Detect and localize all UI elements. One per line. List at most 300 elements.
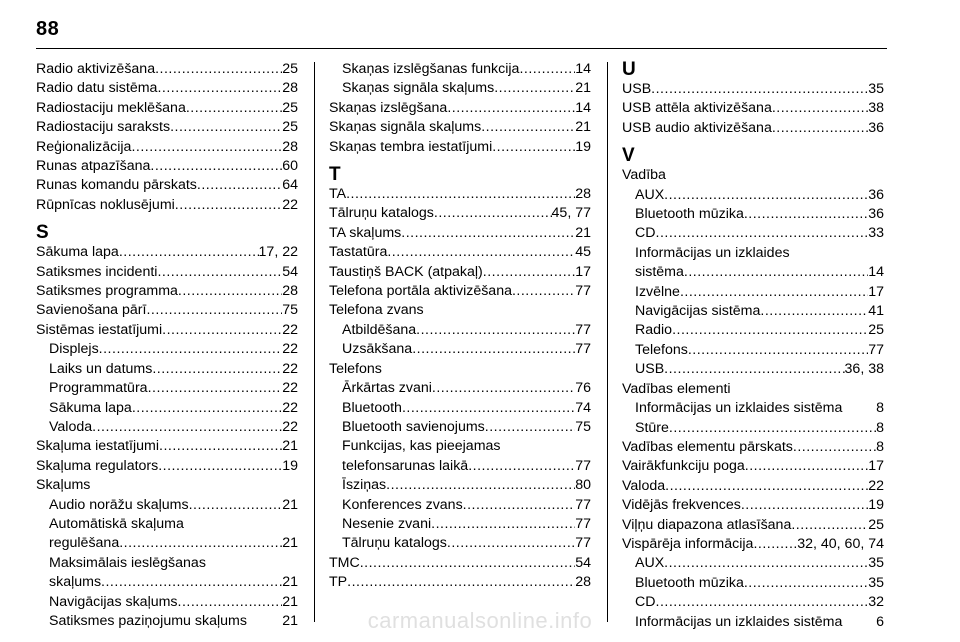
dot-leader bbox=[92, 418, 282, 437]
entry-page-ref: 36 bbox=[868, 206, 884, 223]
entry-term: Bluetooth savienojums bbox=[342, 418, 485, 435]
dot-leader bbox=[434, 204, 552, 223]
dot-leader bbox=[386, 476, 575, 495]
entry-term: AUX bbox=[635, 555, 665, 572]
index-entry bbox=[36, 243, 298, 262]
entry-term: Radiostaciju saraksts bbox=[36, 119, 171, 136]
entry-term: Telefons bbox=[635, 341, 688, 358]
entry-term: Atbildēšana bbox=[342, 321, 417, 338]
entry-page-ref: 36 bbox=[868, 186, 884, 203]
entry-term: Bluetooth bbox=[342, 399, 402, 416]
dot-leader bbox=[688, 341, 868, 360]
index-subentry bbox=[36, 399, 298, 418]
entry-page-ref: 19 bbox=[868, 497, 884, 514]
index-subentry bbox=[36, 340, 298, 359]
entry-term: Bluetooth mūzika bbox=[635, 574, 744, 591]
index-subentry-heading: Automātiskā skaļuma bbox=[49, 515, 184, 532]
index-entry bbox=[622, 119, 884, 138]
entry-page-ref: 25 bbox=[868, 322, 884, 339]
entry-term: Skaļuma iestatījumi bbox=[36, 438, 160, 455]
entry-term: Navigācijas sistēma bbox=[635, 303, 761, 320]
dot-leader bbox=[431, 515, 575, 534]
dot-leader bbox=[432, 379, 575, 398]
dot-leader bbox=[684, 263, 868, 282]
entry-page-ref: 54 bbox=[282, 263, 298, 280]
entry-term: Taustiņš BACK (atpakaļ) bbox=[329, 263, 483, 280]
dot-leader bbox=[793, 438, 876, 457]
index-entry bbox=[329, 224, 591, 243]
dot-leader bbox=[412, 340, 575, 359]
entry-page-ref: 45, 77 bbox=[551, 205, 591, 222]
index-subentry bbox=[36, 418, 298, 437]
entry-page-ref: 35 bbox=[868, 574, 884, 591]
entry-page-ref: 77 bbox=[575, 515, 591, 532]
entry-page-ref: 33 bbox=[868, 225, 884, 242]
entry-term: Viļņu diapazona atlasīšana bbox=[622, 516, 792, 533]
header-rule bbox=[36, 48, 887, 49]
dot-leader bbox=[447, 534, 575, 553]
dot-leader bbox=[744, 205, 868, 224]
entry-page-ref: 28 bbox=[575, 574, 591, 591]
entry-term: Sistēmas iestatījumi bbox=[36, 321, 163, 338]
entry-term: TP bbox=[329, 574, 348, 591]
entry-term: AUX bbox=[635, 186, 665, 203]
entry-page-ref: 8 bbox=[876, 438, 884, 455]
dot-leader bbox=[347, 573, 575, 592]
index-entry-heading: Vadības elementi bbox=[622, 380, 731, 397]
entry-page-ref: 17 bbox=[868, 458, 884, 475]
index-column-1 bbox=[36, 60, 298, 631]
entry-term: Valoda bbox=[49, 418, 93, 435]
dot-leader bbox=[664, 186, 868, 205]
entry-page-ref: 14 bbox=[575, 99, 591, 116]
entry-term: Radio aktivizēšana bbox=[36, 61, 156, 77]
index-subentry bbox=[622, 205, 884, 224]
index-entry bbox=[329, 554, 591, 573]
entry-page-ref: 28 bbox=[282, 283, 298, 300]
index-subentry bbox=[329, 60, 591, 79]
entry-page-ref: 21 bbox=[282, 612, 298, 629]
entry-page-ref: 74 bbox=[575, 399, 591, 416]
dot-leader bbox=[197, 176, 282, 195]
index-entry bbox=[622, 457, 884, 476]
entry-page-ref: 21 bbox=[575, 119, 591, 136]
index-entry bbox=[36, 157, 298, 176]
dot-leader bbox=[651, 80, 868, 99]
entry-page-ref: 21 bbox=[282, 496, 298, 513]
index-subentry bbox=[622, 263, 884, 282]
index-entry bbox=[36, 99, 298, 118]
index-entry bbox=[36, 263, 298, 282]
entry-page-ref: 77 bbox=[575, 321, 591, 338]
index-subentry bbox=[329, 515, 591, 534]
dot-leader bbox=[186, 99, 282, 118]
entry-page-ref: 77 bbox=[868, 341, 884, 358]
index-subentry bbox=[622, 341, 884, 360]
index-entry bbox=[329, 282, 591, 301]
entry-page-ref: 22 bbox=[282, 321, 298, 338]
dot-leader bbox=[346, 185, 575, 204]
column-divider bbox=[314, 62, 315, 622]
index-subentry bbox=[329, 476, 591, 495]
entry-page-ref: 17 bbox=[868, 283, 884, 300]
index-subentry bbox=[329, 418, 591, 437]
entry-page-ref: 17, 22 bbox=[258, 244, 298, 261]
entry-term: Skaņas izslēgšanas funkcija bbox=[342, 61, 520, 77]
dot-leader bbox=[360, 554, 575, 573]
section-letter: T bbox=[329, 164, 341, 186]
dot-leader bbox=[146, 301, 282, 320]
entry-term: Sākuma lapa bbox=[49, 399, 132, 416]
entry-term: Tālruņu katalogs bbox=[329, 205, 434, 222]
index-column-2 bbox=[329, 60, 591, 593]
entry-term: Runas atpazīšana bbox=[36, 158, 151, 175]
page-number: 88 bbox=[36, 18, 60, 40]
dot-leader bbox=[162, 321, 282, 340]
section-letter: V bbox=[622, 145, 635, 167]
index-subentry bbox=[622, 283, 884, 302]
dot-leader bbox=[492, 138, 575, 157]
entry-term: Skaņas izslēgšana bbox=[329, 99, 448, 116]
dot-leader bbox=[119, 534, 282, 553]
dot-leader bbox=[745, 457, 868, 476]
entry-term: Skaņas tembra iestatījumi bbox=[329, 138, 493, 155]
dot-leader bbox=[148, 379, 283, 398]
section-letter: S bbox=[36, 222, 49, 244]
index-subentry bbox=[329, 79, 591, 98]
dot-leader bbox=[175, 196, 282, 215]
entry-term: Ārkārtas zvani bbox=[342, 380, 432, 397]
index-entry bbox=[36, 321, 298, 340]
entry-page-ref: 22 bbox=[282, 196, 298, 213]
index-subentry bbox=[329, 340, 591, 359]
dot-leader bbox=[744, 574, 868, 593]
entry-term: Vispārēja informācija bbox=[622, 535, 754, 552]
index-entry bbox=[329, 204, 591, 223]
dot-leader bbox=[401, 224, 575, 243]
dot-leader bbox=[402, 399, 575, 418]
index-entry bbox=[622, 535, 884, 554]
entry-term: Valoda bbox=[622, 477, 666, 494]
entry-term: TA bbox=[329, 186, 347, 203]
dot-leader bbox=[741, 496, 868, 515]
index-entry bbox=[622, 80, 884, 99]
index-entry-heading: Vadība bbox=[622, 167, 666, 184]
entry-term: Vairākfunkciju poga bbox=[622, 458, 745, 475]
dot-leader bbox=[772, 119, 868, 138]
entry-page-ref: 19 bbox=[282, 457, 298, 474]
entry-page-ref: 64 bbox=[282, 177, 298, 194]
dot-leader bbox=[753, 535, 797, 554]
dot-leader bbox=[157, 79, 282, 98]
entry-term: Audio norāžu skaļums bbox=[49, 496, 189, 513]
index-subentry bbox=[622, 321, 884, 340]
entry-term: Izvēlne bbox=[635, 283, 680, 300]
index-entry bbox=[36, 196, 298, 215]
index-entry bbox=[329, 243, 591, 262]
entry-term: Rūpnīcas noklusējumi bbox=[36, 196, 175, 213]
dot-leader bbox=[672, 321, 868, 340]
dot-leader bbox=[132, 399, 282, 418]
entry-page-ref: 32, 40, 60, 74 bbox=[797, 535, 884, 552]
dot-leader bbox=[664, 360, 844, 379]
entry-term: Programmatūra bbox=[49, 380, 148, 397]
entry-term: CD bbox=[635, 225, 656, 242]
entry-page-ref: 22 bbox=[282, 418, 298, 435]
index-subentry bbox=[329, 321, 591, 340]
dot-leader bbox=[481, 118, 575, 137]
entry-page-ref: 21 bbox=[282, 574, 298, 591]
entry-page-ref: 77 bbox=[575, 341, 591, 358]
entry-page-ref: 25 bbox=[282, 61, 298, 77]
entry-page-ref: 8 bbox=[876, 400, 884, 417]
entry-page-ref: 54 bbox=[575, 554, 591, 571]
index-subentry-heading: Funkcijas, kas pieejamas bbox=[342, 438, 501, 455]
entry-page-ref: 22 bbox=[282, 360, 298, 377]
entry-term: Tastatūra bbox=[329, 244, 388, 261]
entry-page-ref: 22 bbox=[282, 399, 298, 416]
dot-leader bbox=[772, 99, 868, 118]
entry-term: Tālruņu katalogs bbox=[342, 535, 447, 552]
entry-page-ref: 25 bbox=[282, 119, 298, 136]
index-entry-heading: Skaļums bbox=[36, 477, 91, 494]
index-entry bbox=[329, 185, 591, 204]
index-subentry bbox=[622, 224, 884, 243]
entry-term: USB attēla aktivizēšana bbox=[622, 100, 772, 117]
entry-term: Radio bbox=[635, 322, 673, 339]
entry-term: Informācijas un izklaides sistēma bbox=[635, 613, 843, 630]
entry-term: Savienošana pārī bbox=[36, 302, 147, 319]
entry-term: Vadības elementu pārskats bbox=[622, 438, 793, 455]
entry-page-ref: 17 bbox=[575, 263, 591, 280]
index-subentry bbox=[36, 379, 298, 398]
dot-leader bbox=[665, 477, 868, 496]
index-entry bbox=[329, 99, 591, 118]
entry-page-ref: 14 bbox=[868, 264, 884, 281]
entry-page-ref: 60 bbox=[282, 158, 298, 175]
entry-page-ref: 80 bbox=[575, 477, 591, 494]
entry-term: USB audio aktivizēšana bbox=[622, 119, 772, 136]
index-entry bbox=[329, 118, 591, 137]
section-letter: U bbox=[622, 59, 636, 80]
footer-watermark: carmanualsonline.info bbox=[367, 608, 593, 633]
entry-term: Navigācijas skaļums bbox=[49, 593, 178, 610]
entry-page-ref: 36 bbox=[868, 119, 884, 136]
entry-term: Sākuma lapa bbox=[36, 244, 119, 261]
index-entry bbox=[36, 60, 298, 79]
dot-leader bbox=[99, 340, 283, 359]
entry-page-ref: 36, 38 bbox=[844, 361, 884, 378]
dot-leader bbox=[101, 573, 282, 592]
column-divider bbox=[607, 62, 608, 622]
index-subentry bbox=[329, 379, 591, 398]
entry-page-ref: 28 bbox=[575, 186, 591, 203]
index-subentry bbox=[329, 399, 591, 418]
entry-term: Bluetooth mūzika bbox=[635, 206, 744, 223]
entry-term: TA skaļums bbox=[329, 224, 402, 241]
entry-page-ref: 8 bbox=[876, 419, 884, 436]
dot-leader bbox=[150, 157, 282, 176]
index-entry bbox=[36, 437, 298, 456]
entry-term: Skaļuma regulators bbox=[36, 457, 159, 474]
index-entry bbox=[329, 138, 591, 157]
index-subentry bbox=[329, 496, 591, 515]
entry-page-ref: 14 bbox=[575, 61, 591, 77]
entry-term: Nesenie zvani bbox=[342, 515, 432, 532]
dot-leader bbox=[152, 360, 282, 379]
entry-term: Radiostaciju meklēšana bbox=[36, 99, 186, 116]
entry-term: skaļums bbox=[49, 574, 102, 591]
entry-term: Īsziņas bbox=[342, 477, 387, 494]
dot-leader bbox=[189, 496, 283, 515]
dot-leader bbox=[447, 99, 575, 118]
index-subentry bbox=[36, 360, 298, 379]
entry-term: regulēšana bbox=[49, 535, 120, 552]
index-entry bbox=[329, 263, 591, 282]
index-subentry bbox=[622, 554, 884, 573]
index-subentry bbox=[622, 186, 884, 205]
entry-page-ref: 6 bbox=[876, 613, 884, 630]
entry-term: Satiksmes incidenti bbox=[36, 263, 158, 280]
index-subentry bbox=[622, 574, 884, 593]
dot-leader bbox=[387, 243, 575, 262]
entry-page-ref: 22 bbox=[282, 380, 298, 397]
entry-page-ref: 21 bbox=[282, 535, 298, 552]
entry-term: Stūre bbox=[635, 419, 669, 436]
entry-term: sistēma bbox=[635, 264, 684, 281]
entry-page-ref: 38 bbox=[868, 100, 884, 117]
dot-leader bbox=[463, 496, 576, 515]
index-subentry-heading: Maksimālais ieslēgšanas bbox=[49, 554, 206, 571]
entry-page-ref: 45 bbox=[575, 244, 591, 261]
entry-term: Informācijas un izklaides sistēma bbox=[635, 400, 843, 417]
entry-term: Laiks un datums bbox=[49, 360, 153, 377]
index-subentry bbox=[36, 496, 298, 515]
dot-leader bbox=[791, 516, 868, 535]
entry-page-ref: 22 bbox=[868, 477, 884, 494]
index-entry bbox=[622, 438, 884, 457]
entry-page-ref: 25 bbox=[282, 99, 298, 116]
entry-page-ref: 75 bbox=[575, 418, 591, 435]
index-subentry bbox=[329, 457, 591, 476]
index-subentry bbox=[622, 419, 884, 438]
entry-page-ref: 77 bbox=[575, 496, 591, 513]
dot-leader bbox=[158, 457, 282, 476]
dot-leader bbox=[483, 263, 575, 282]
index-subentry bbox=[622, 360, 884, 379]
dot-leader bbox=[178, 282, 282, 301]
index-subentry bbox=[622, 399, 884, 418]
index-entry bbox=[622, 496, 884, 515]
index-subentry bbox=[329, 534, 591, 553]
dot-leader bbox=[656, 224, 869, 243]
dot-leader bbox=[760, 302, 868, 321]
entry-term: Reģionalizācija bbox=[36, 138, 132, 155]
entry-page-ref: 25 bbox=[868, 516, 884, 533]
index-entry bbox=[36, 457, 298, 476]
index-entry bbox=[329, 573, 591, 592]
dot-leader bbox=[416, 321, 575, 340]
index-entry bbox=[36, 138, 298, 157]
entry-page-ref: 75 bbox=[282, 302, 298, 319]
entry-page-ref: 22 bbox=[282, 341, 298, 358]
entry-term: telefonsarunas laikā bbox=[342, 457, 469, 474]
entry-term: CD bbox=[635, 594, 656, 611]
index-entry bbox=[622, 516, 884, 535]
entry-page-ref: 77 bbox=[575, 457, 591, 474]
entry-term: Satiksmes paziņojumu skaļums bbox=[49, 612, 247, 629]
entry-term: Uzsākšana bbox=[342, 341, 413, 358]
entry-page-ref: 77 bbox=[575, 535, 591, 552]
entry-term: Skaņas signāla skaļums bbox=[329, 119, 482, 136]
entry-term: Satiksmes programma bbox=[36, 283, 178, 300]
entry-page-ref: 77 bbox=[575, 283, 591, 300]
index-entry bbox=[36, 301, 298, 320]
index-entry bbox=[622, 99, 884, 118]
dot-leader bbox=[155, 60, 282, 79]
index-subentry bbox=[622, 302, 884, 321]
entry-page-ref: 35 bbox=[868, 81, 884, 97]
index-entry-heading: Telefona zvans bbox=[329, 302, 424, 319]
entry-term: Skaņas signāla skaļums bbox=[342, 80, 495, 97]
dot-leader bbox=[170, 118, 282, 137]
index-column-3 bbox=[622, 60, 884, 632]
dot-leader bbox=[664, 554, 868, 573]
index-subentry-heading: Informācijas un izklaides bbox=[635, 244, 790, 261]
index-subentry bbox=[36, 573, 298, 592]
index-entry bbox=[36, 118, 298, 137]
dot-leader bbox=[494, 79, 575, 98]
entry-page-ref: 19 bbox=[575, 138, 591, 155]
index-subentry bbox=[36, 534, 298, 553]
entry-term: Displejs bbox=[49, 341, 99, 358]
entry-page-ref: 28 bbox=[282, 138, 298, 155]
entry-page-ref: 21 bbox=[575, 80, 591, 97]
entry-term: TMC bbox=[329, 554, 360, 571]
entry-page-ref: 21 bbox=[575, 224, 591, 241]
entry-page-ref: 35 bbox=[868, 555, 884, 572]
dot-leader bbox=[680, 283, 868, 302]
index-entry bbox=[622, 477, 884, 496]
dot-leader bbox=[157, 263, 282, 282]
dot-leader bbox=[159, 437, 282, 456]
entry-page-ref: 21 bbox=[282, 438, 298, 455]
index-entry bbox=[36, 176, 298, 195]
index-entry bbox=[36, 282, 298, 301]
entry-term: USB bbox=[622, 81, 652, 97]
entry-term: Runas komandu pārskats bbox=[36, 177, 197, 194]
entry-page-ref: 21 bbox=[282, 593, 298, 610]
dot-leader bbox=[485, 418, 575, 437]
dot-leader bbox=[669, 419, 876, 438]
dot-leader bbox=[512, 282, 575, 301]
entry-page-ref: 28 bbox=[282, 80, 298, 97]
dot-leader bbox=[468, 457, 575, 476]
entry-page-ref: 41 bbox=[868, 303, 884, 320]
entry-term: Telefona portāla aktivizēšana bbox=[329, 283, 512, 300]
entry-page-ref: 32 bbox=[868, 594, 884, 611]
entry-page-ref: 76 bbox=[575, 380, 591, 397]
index-entry-heading: Telefons bbox=[329, 360, 382, 377]
entry-term: USB bbox=[635, 361, 665, 378]
entry-term: Konferences zvans bbox=[342, 496, 463, 513]
dot-leader bbox=[119, 243, 259, 262]
dot-leader bbox=[131, 138, 282, 157]
entry-term: Radio datu sistēma bbox=[36, 80, 158, 97]
entry-term: Vidējās frekvences bbox=[622, 497, 741, 514]
index-entry bbox=[36, 79, 298, 98]
dot-leader bbox=[519, 60, 575, 79]
